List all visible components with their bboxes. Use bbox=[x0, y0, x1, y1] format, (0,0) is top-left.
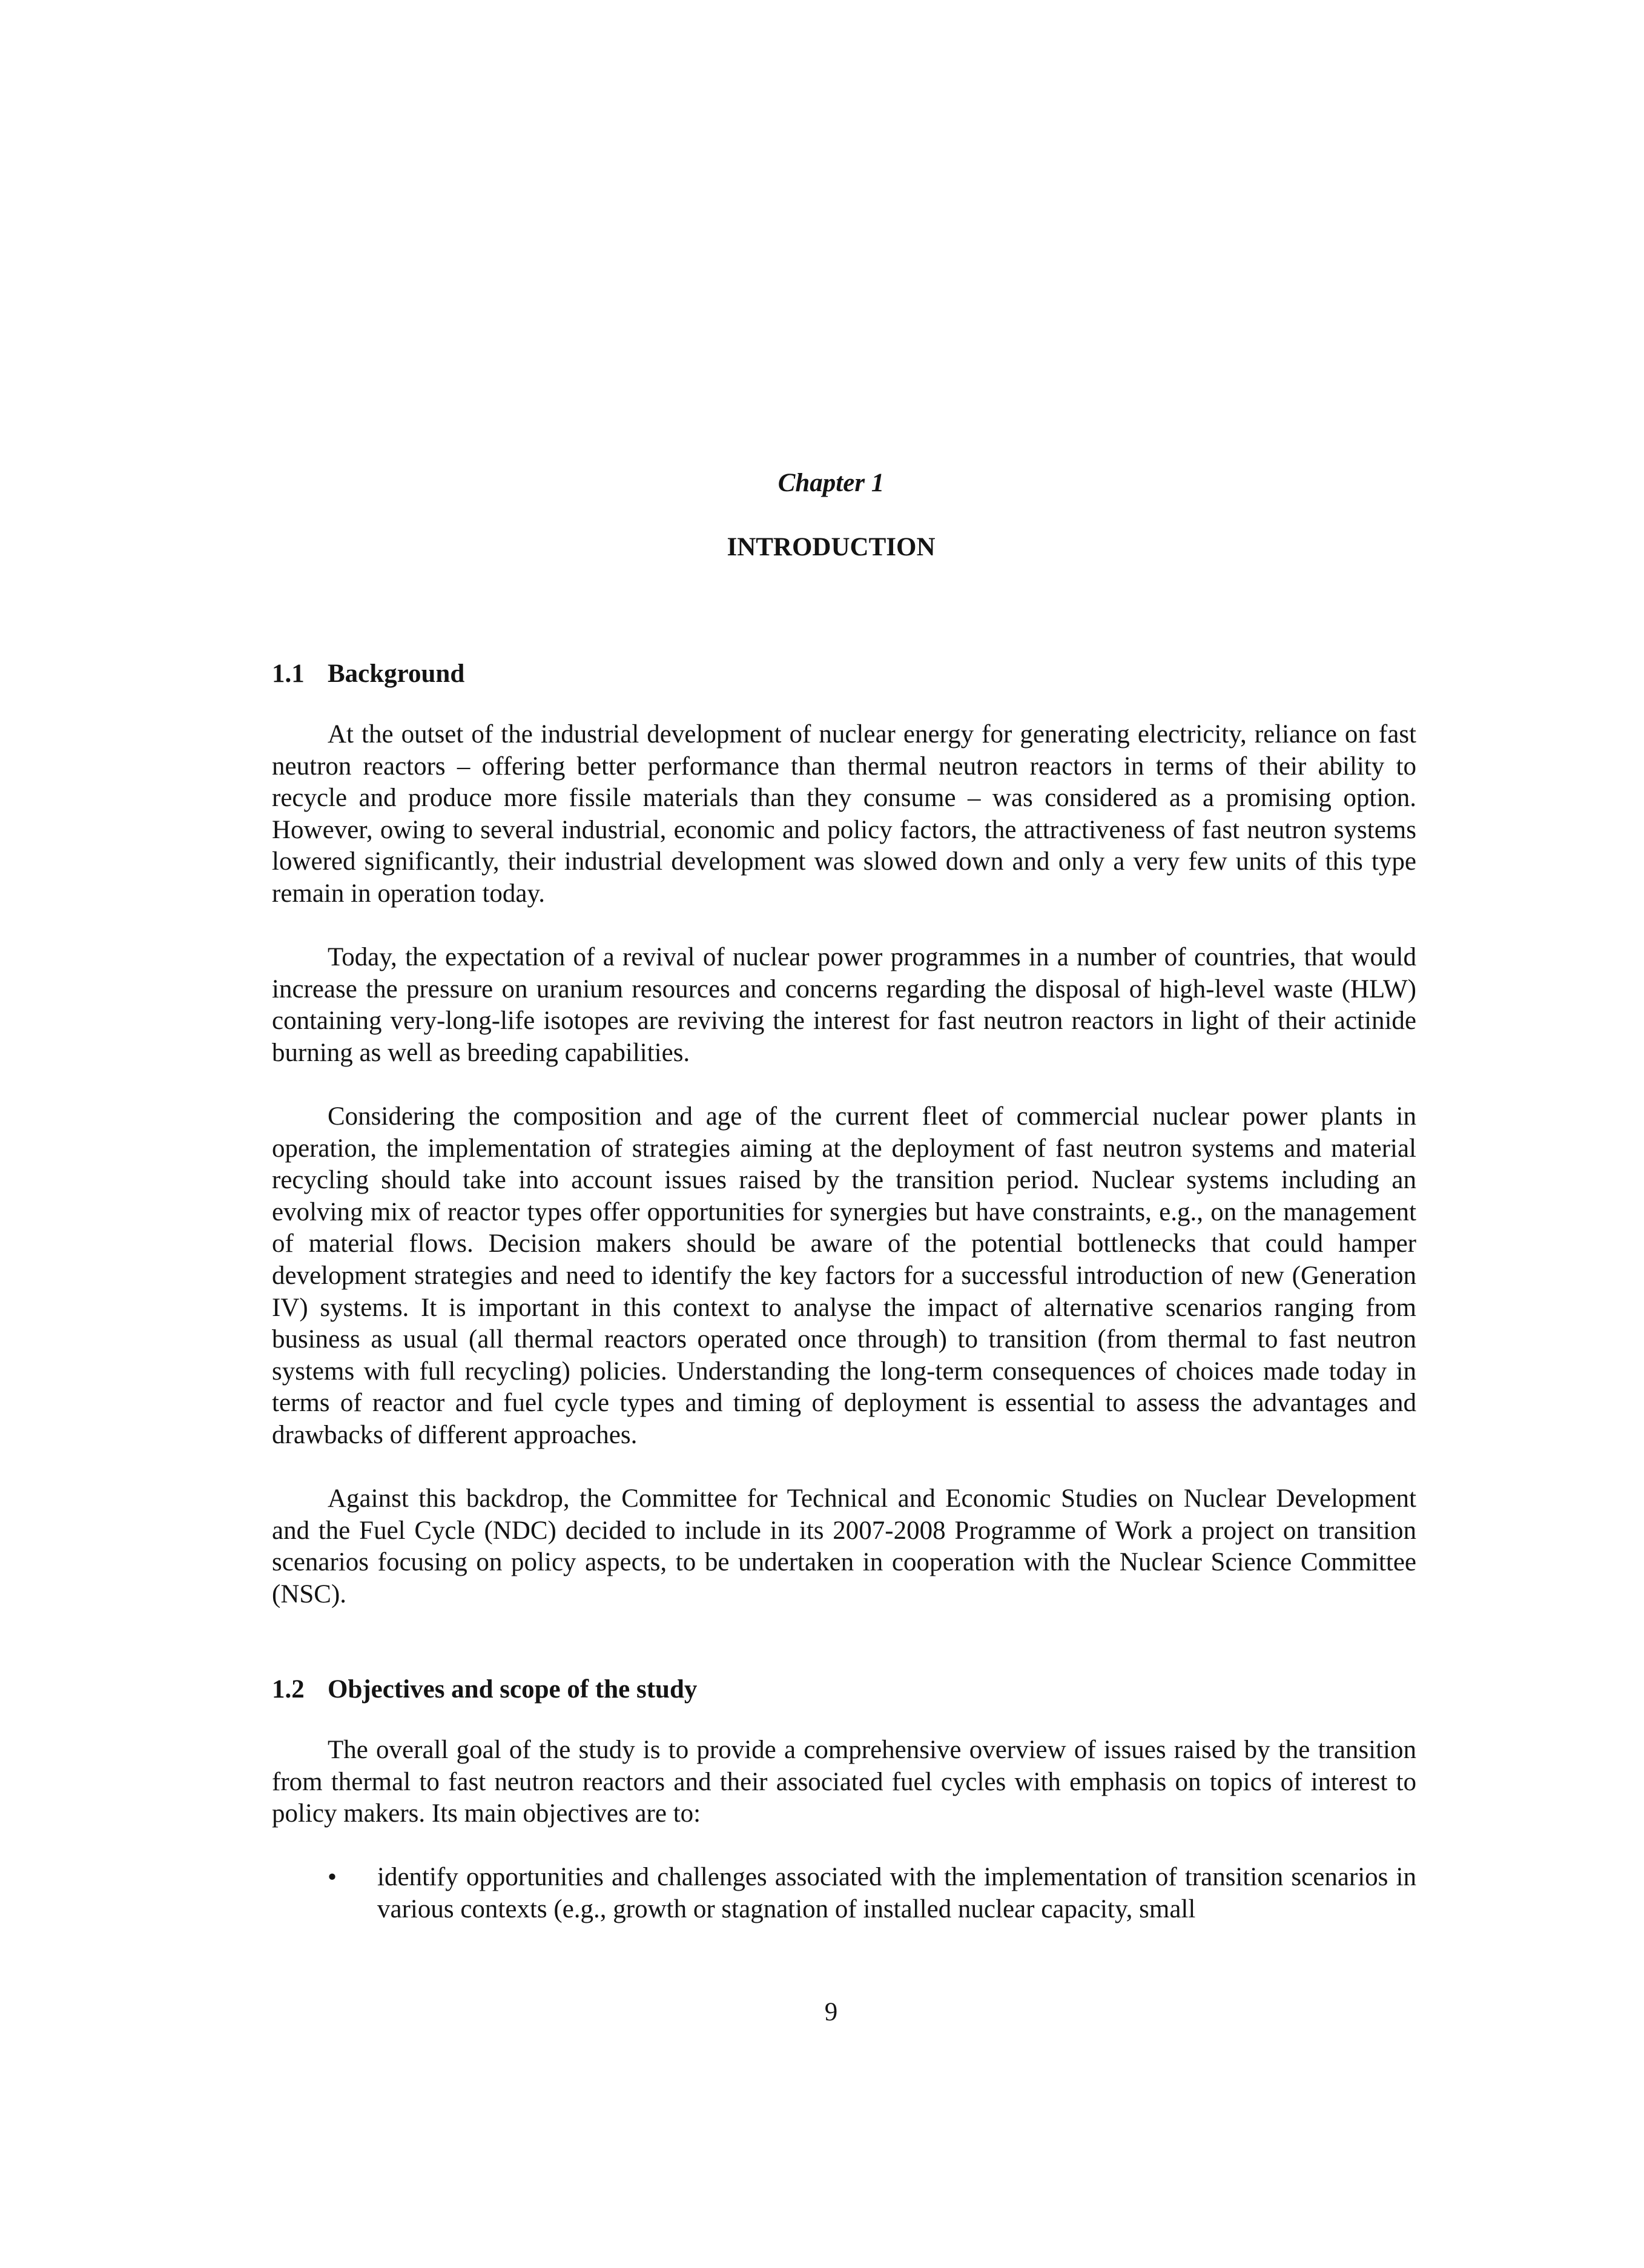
body-paragraph: Today, the expectation of a revival of nuclear power programmes in a number of countries, that would increase the pressure on uranium resources and concerns regarding the disposal of high-level waste (HLW) containing very-long-life isotopes are reviving the interest for fast neutron reactors in light of their actinide burning as well as breeding capabilities. bbox=[272, 943, 1416, 1067]
page-number: 9 bbox=[824, 1998, 838, 2026]
section-number: 1.2 bbox=[272, 1675, 305, 1704]
section-title: Objectives and scope of the study bbox=[328, 1675, 698, 1704]
chapter-title: INTRODUCTION bbox=[727, 533, 936, 561]
list-item-text: identify opportunities and challenges associated with the implementation of transition scenarios in various contexts (e.g., growth or stagnation of installed nuclear capacity, small bbox=[377, 1863, 1416, 1923]
section-title: Background bbox=[328, 660, 465, 688]
list-item bbox=[272, 1862, 1416, 1925]
body-paragraph: The overall goal of the study is to provide a comprehensive overview of issues raised by the transition from thermal to fast neutron reactors and their associated fuel cycles with emphasis on topics of interest to policy makers. Its main objectives are to: bbox=[272, 1736, 1416, 1828]
bullet-icon: • bbox=[328, 1863, 337, 1891]
section-heading-background bbox=[272, 656, 464, 692]
body-paragraph: Considering the composition and age of the current fleet of commercial nuclear power plants in operation, the implementation of strategies aiming at the deployment of fast neutron systems and material recycling should take into account issues raised by the transition period. Nuclear systems including an evolving mix of reactor types offer opportunities for synergies but have constraints, e.g., on the management of material flows. Decision makers should be aware of the potential bottlenecks that could hamper development strategies and need to identify the key factors for a successful introduction of new (Generation IV) systems. It is important in this context to analyse the impact of alternative scenarios ranging from business as usual (all thermal reactors operated once through) to transition (from thermal to fast neutron systems with full recycling) policies. Understanding the long-term consequences of choices made today in terms of reactor and fuel cycle types and timing of deployment is essential to assess the advantages and drawbacks of different approaches. bbox=[272, 1102, 1416, 1449]
section-number: 1.1 bbox=[272, 660, 305, 688]
body-paragraph: Against this backdrop, the Committee for Technical and Economic Studies on Nuclear Development and the Fuel Cycle (NDC) decided to include in its 2007-2008 Programme of Work a project on transition scenarios focusing on policy aspects, to be undertaken in cooperation with the Nuclear Science Committee (NSC). bbox=[272, 1484, 1416, 1608]
objectives-list bbox=[272, 1862, 1416, 1925]
body-paragraph: At the outset of the industrial development of nuclear energy for generating electricity, reliance on fast neutron reactors – offering better performance than thermal neutron reactors in terms of their ability to recycle and produce more fissile materials than they consume – was considered as a promising option. However, owing to several industrial, economic and policy factors, the attractiveness of fast neutron systems lowered significantly, their industrial development was slowed down and only a very few units of this type remain in operation today. bbox=[272, 720, 1416, 908]
chapter-label: Chapter 1 bbox=[777, 469, 885, 497]
section-heading-objectives bbox=[272, 1671, 697, 1708]
